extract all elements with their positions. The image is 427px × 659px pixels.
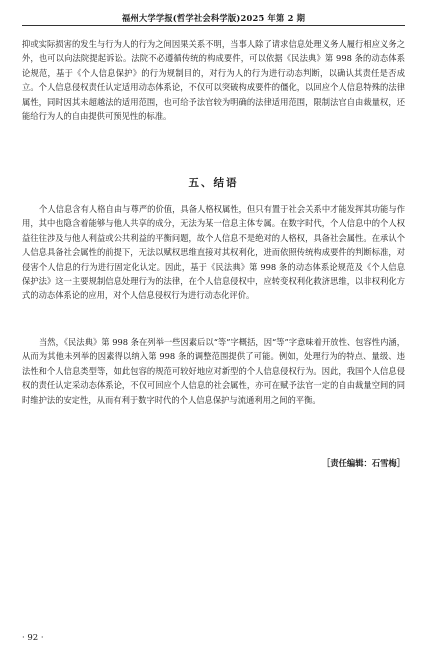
section-heading: 五、结语: [188, 177, 239, 189]
editor-note: ［责任编辑：石雪梅］: [322, 458, 405, 468]
header-divider: [22, 25, 405, 26]
body-paragraph-3: 当然，《民法典》第 998 条在列举一些因素后以“等”字概括，因“等”字意味着开放性、包容性内涵，从而为其他未列举的因素得以纳入第 998 条的调整范围提供了可能。例如，处理行为的特点、量级、违法性和个人信息类型等，如此包容的规范可较好地应对新型的个人信息侵权行为。因此，我国个人信息侵权的责任认定采动态体系论，不仅可回应个人信息的社会属性，亦可在赋予法官一定的自由裁量空间的同时维护法的安定性，从而有利于数字时代的个人信息保护与流通利用之间的平衡。: [22, 337, 405, 405]
page-number: · 92 ·: [22, 633, 44, 643]
body-paragraph-2: 个人信息含有人格自由与尊严的价值，具备人格权属性，但只有置于社会关系中才能发挥其功能与作用，其中也隐含着能够与他人共享的成分，无法为某一信息主体专属。在数字时代，个人信息中的个人权益往往涉及与他人利益或公共利益的平衡问题，故个人信息不是绝对的人格权，具备社会属性。在承认个人信息具备社会属性的前提下，无法以赋权思维直接对其权利化，进而依照传统构成要件的判断标准，对侵害个人信息的行为进行固定化认定。因此，基于《民法典》第 998 条的动态体系论规范及《个人信息保护法》这一主要规制信息处理行为的法律，在个人信息侵权中，应转变权利化救济思维，以非权利化方式的动态体系论的应用，对个人信息侵权行为进行动态化评价。: [22, 204, 405, 301]
body-paragraph-1: 抑或实际损害的发生与行为人的行为之间因果关系不明，当事人除了请求信息处理义务人履行相应义务之外，也可以向法院提起诉讼。法院不必遵循传统的构成要件，可以依据《民法典》第 998 条的动态体系论规范，基于《个人信息保护》的行为规制目的，对行为人的行为进行动态判断，以确认其责任是否成立。个人信息侵权责任认定适用动态体系论，不仅可以突破构成要件的僵化，以回应个人信息特殊的法律属性，同时因其未超越法的适用范围，也可给予法官较为明确的法律适用范围，限制法官自由裁量权，还能给行为人的自由提供可预见性的标准。: [22, 39, 405, 122]
running-header: 福州大学学报(哲学社会科学版)2025 年第 2 期: [121, 13, 306, 23]
